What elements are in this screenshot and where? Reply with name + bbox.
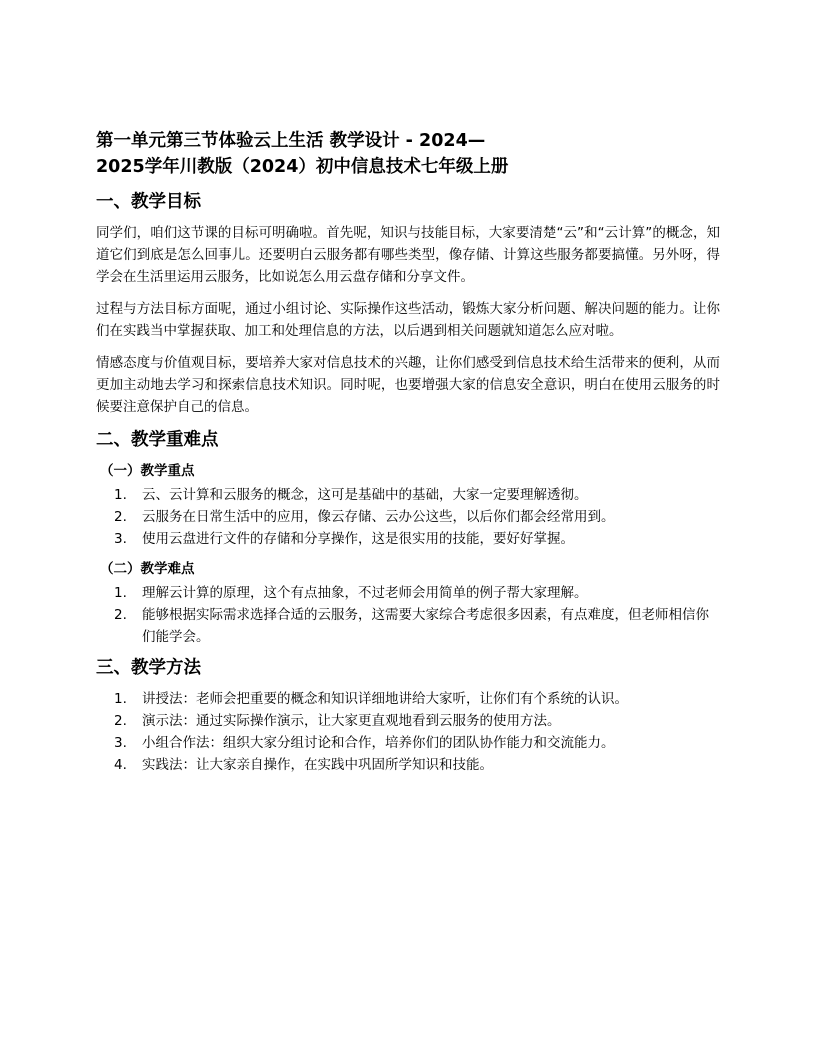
list-text: 讲授法：老师会把重要的概念和知识详细地讲给大家听，让你们有个系统的认识。 [142, 691, 628, 707]
list-text: 小组合作法：组织大家分组讨论和合作，培养你们的团队协作能力和交流能力。 [142, 735, 615, 751]
list-item [96, 484, 720, 506]
key-points-list [96, 484, 720, 550]
list-number: 1. [114, 691, 127, 707]
list-number: 1. [114, 487, 127, 503]
paragraph: 过程与方法目标方面呢，通过小组讨论、实际操作这些活动，锻炼大家分析问题、解决问题的能力。让你们在实践当中掌握获取、加工和处理信息的方法，以后遇到相关问题就知道怎么应对啦。 [96, 301, 720, 339]
section-heading-objectives: 一、教学目标 [96, 192, 201, 212]
list-text: 使用云盘进行文件的存储和分享操作，这是很实用的技能，要好好掌握。 [142, 531, 574, 547]
subheading-difficulties: （二）教学难点 [100, 561, 195, 577]
list-text: 能够根据实际需求选择合适的云服务，这需要大家综合考虑很多因素，有点难度，但老师相信你们能学会。 [142, 607, 709, 645]
list-number: 4. [114, 757, 127, 773]
list-item [96, 754, 720, 776]
paragraph: 同学们，咱们这节课的目标可明确啦。首先呢，知识与技能目标，大家要清楚“云”和“云计算”的概念，知道它们到底是怎么回事儿。还要明白云服务都有哪些类型，像存储、计算这些服务都要搞懂。另外呀，得学会在生活里运用云服务，比如说怎么用云盘存储和分享文件。 [96, 225, 720, 285]
list-item [96, 604, 720, 648]
list-number: 2. [114, 607, 127, 623]
list-text: 云服务在日常生活中的应用，像云存储、云办公这些，以后你们都会经常用到。 [142, 509, 615, 525]
section-heading-key-points: 二、教学重难点 [96, 430, 219, 450]
list-number: 3. [114, 735, 127, 751]
section-heading-methods: 三、教学方法 [96, 658, 201, 678]
list-text: 理解云计算的原理，这个有点抽象，不过老师会用简单的例子帮大家理解。 [142, 585, 588, 601]
title-line-2: 2025学年川教版（2024）初中信息技术七年级上册 [96, 157, 509, 177]
list-text: 云、云计算和云服务的概念，这可是基础中的基础，大家一定要理解透彻。 [142, 487, 588, 503]
list-item [96, 528, 720, 550]
list-item [96, 688, 720, 710]
methods-list [96, 688, 720, 776]
list-number: 1. [114, 585, 127, 601]
difficulties-list [96, 582, 720, 648]
list-item [96, 506, 720, 528]
list-text: 实践法：让大家亲自操作，在实践中巩固所学知识和技能。 [142, 757, 493, 773]
list-text: 演示法：通过实际操作演示，让大家更直观地看到云服务的使用方法。 [142, 713, 561, 729]
list-number: 3. [114, 531, 127, 547]
list-number: 2. [114, 713, 127, 729]
list-item [96, 582, 720, 604]
list-item [96, 732, 720, 754]
document-title [96, 128, 720, 180]
list-item [96, 710, 720, 732]
document-body [96, 128, 720, 784]
paragraph: 情感态度与价值观目标，要培养大家对信息技术的兴趣，让你们感受到信息技术给生活带来的便利，从而更加主动地去学习和探索信息技术知识。同时呢，也要增强大家的信息安全意识，明白在使用云服务的时候要注意保护自己的信息。 [96, 355, 720, 415]
subheading-key-points: （一）教学重点 [100, 463, 195, 479]
title-line-1: 第一单元第三节体验云上生活 教学设计 - 2024— [96, 131, 486, 151]
list-number: 2. [114, 509, 127, 525]
